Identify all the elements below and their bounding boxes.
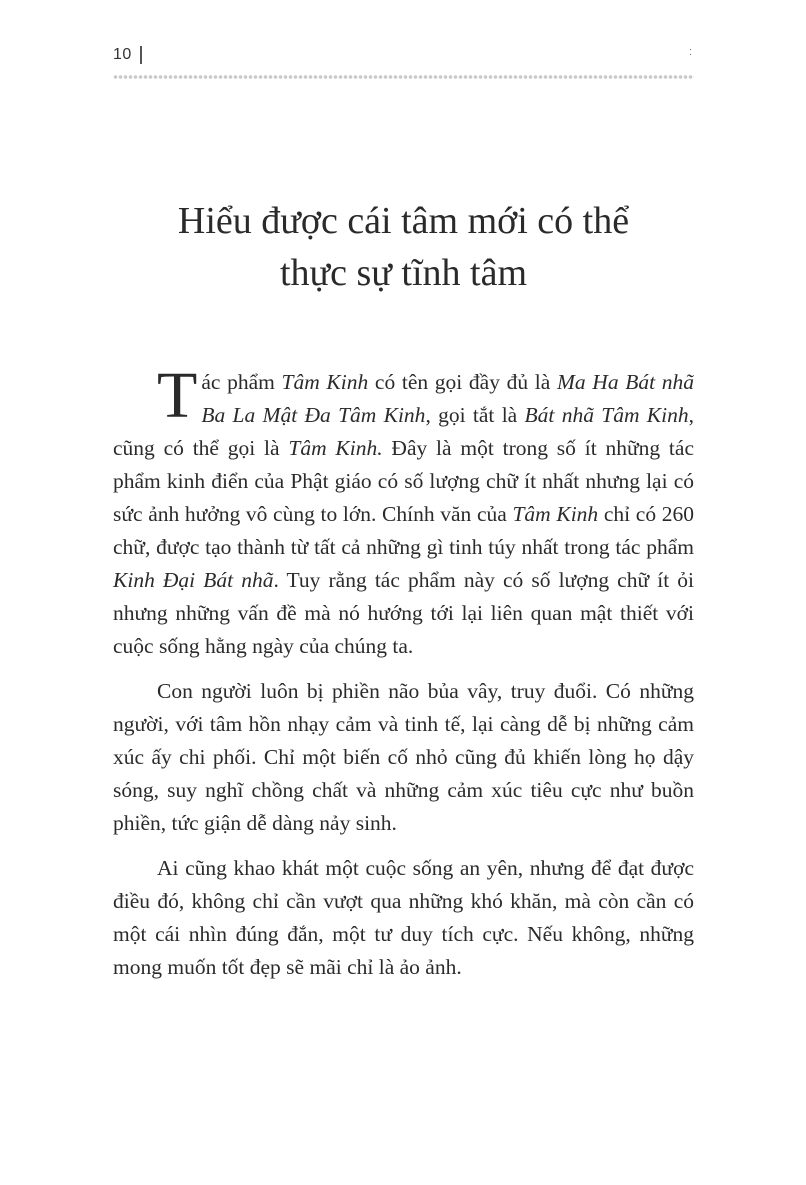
text-run: có tên gọi đầy đủ là: [368, 370, 557, 394]
drop-cap: T: [157, 359, 198, 432]
body-text: [113, 359, 694, 996]
page-header: [113, 42, 694, 68]
text-run: , cũng có thể gọi là: [113, 403, 694, 460]
italic-run: Bát nhã Tâm Kinh: [524, 403, 689, 427]
italic-run: Kinh Đại Bát nhã: [113, 568, 274, 592]
text-run: ác phẩm: [201, 370, 282, 394]
chapter-title-line-1: Hiểu được cái tâm mới có thể: [177, 200, 630, 242]
dotted-divider: [113, 74, 694, 80]
text-run: chỉ có 260 chữ, được tạo thành từ tất cả những gì tinh túy nhất trong tác phẩm: [113, 502, 694, 559]
chapter-title-line-2: thực sự tĩnh tâm: [280, 252, 527, 294]
header-mark: :: [688, 46, 692, 58]
paragraph-1: [113, 359, 694, 663]
italic-run: Ma Ha Bát nhã Ba La Mật Đa Tâm Kinh: [201, 370, 694, 427]
italic-run: Tâm Kinh: [512, 502, 599, 526]
text-run: . Tuy rằng tác phẩm này có số lượng chữ ít ỏi nhưng những vấn đề mà nó hướng tới lại liên quan mật thiết với cuộc sống hằng ngày của chúng ta.: [113, 568, 694, 658]
italic-run: Tâm Kinh: [281, 370, 369, 394]
italic-run: Tâm Kinh.: [288, 436, 383, 460]
text-run: , gọi tắt là: [425, 403, 525, 427]
paragraph-3: Ai cũng khao khát một cuộc sống an yên, nhưng để đạt được điều đó, không chỉ cần vượt qua những khó khăn, mà còn cần có một cái nhìn đúng đắn, một tư duy tích cực. Nếu không, những mong muốn tốt đẹp sẽ mãi chỉ là ảo ảnh.: [113, 856, 694, 979]
header-separator: [140, 46, 142, 64]
page-number: 10: [113, 46, 132, 63]
chapter-title: [113, 195, 694, 299]
text-run: Đây là một trong số ít những tác phẩm kinh điển của Phật giáo có số lượng chữ ít nhất nhưng lại có sức ảnh hưởng vô cùng to lớn. Chính văn của: [113, 436, 694, 526]
paragraph-2: Con người luôn bị phiền não bủa vây, truy đuổi. Có những người, với tâm hồn nhạy cảm và tinh tế, lại càng dễ bị những cảm xúc ấy chi phối. Chỉ một biến cố nhỏ cũng đủ khiến lòng họ dậy sóng, suy nghĩ chồng chất và những cảm xúc tiêu cực như buồn phiền, tức giận dễ dàng nảy sinh.: [113, 679, 694, 835]
